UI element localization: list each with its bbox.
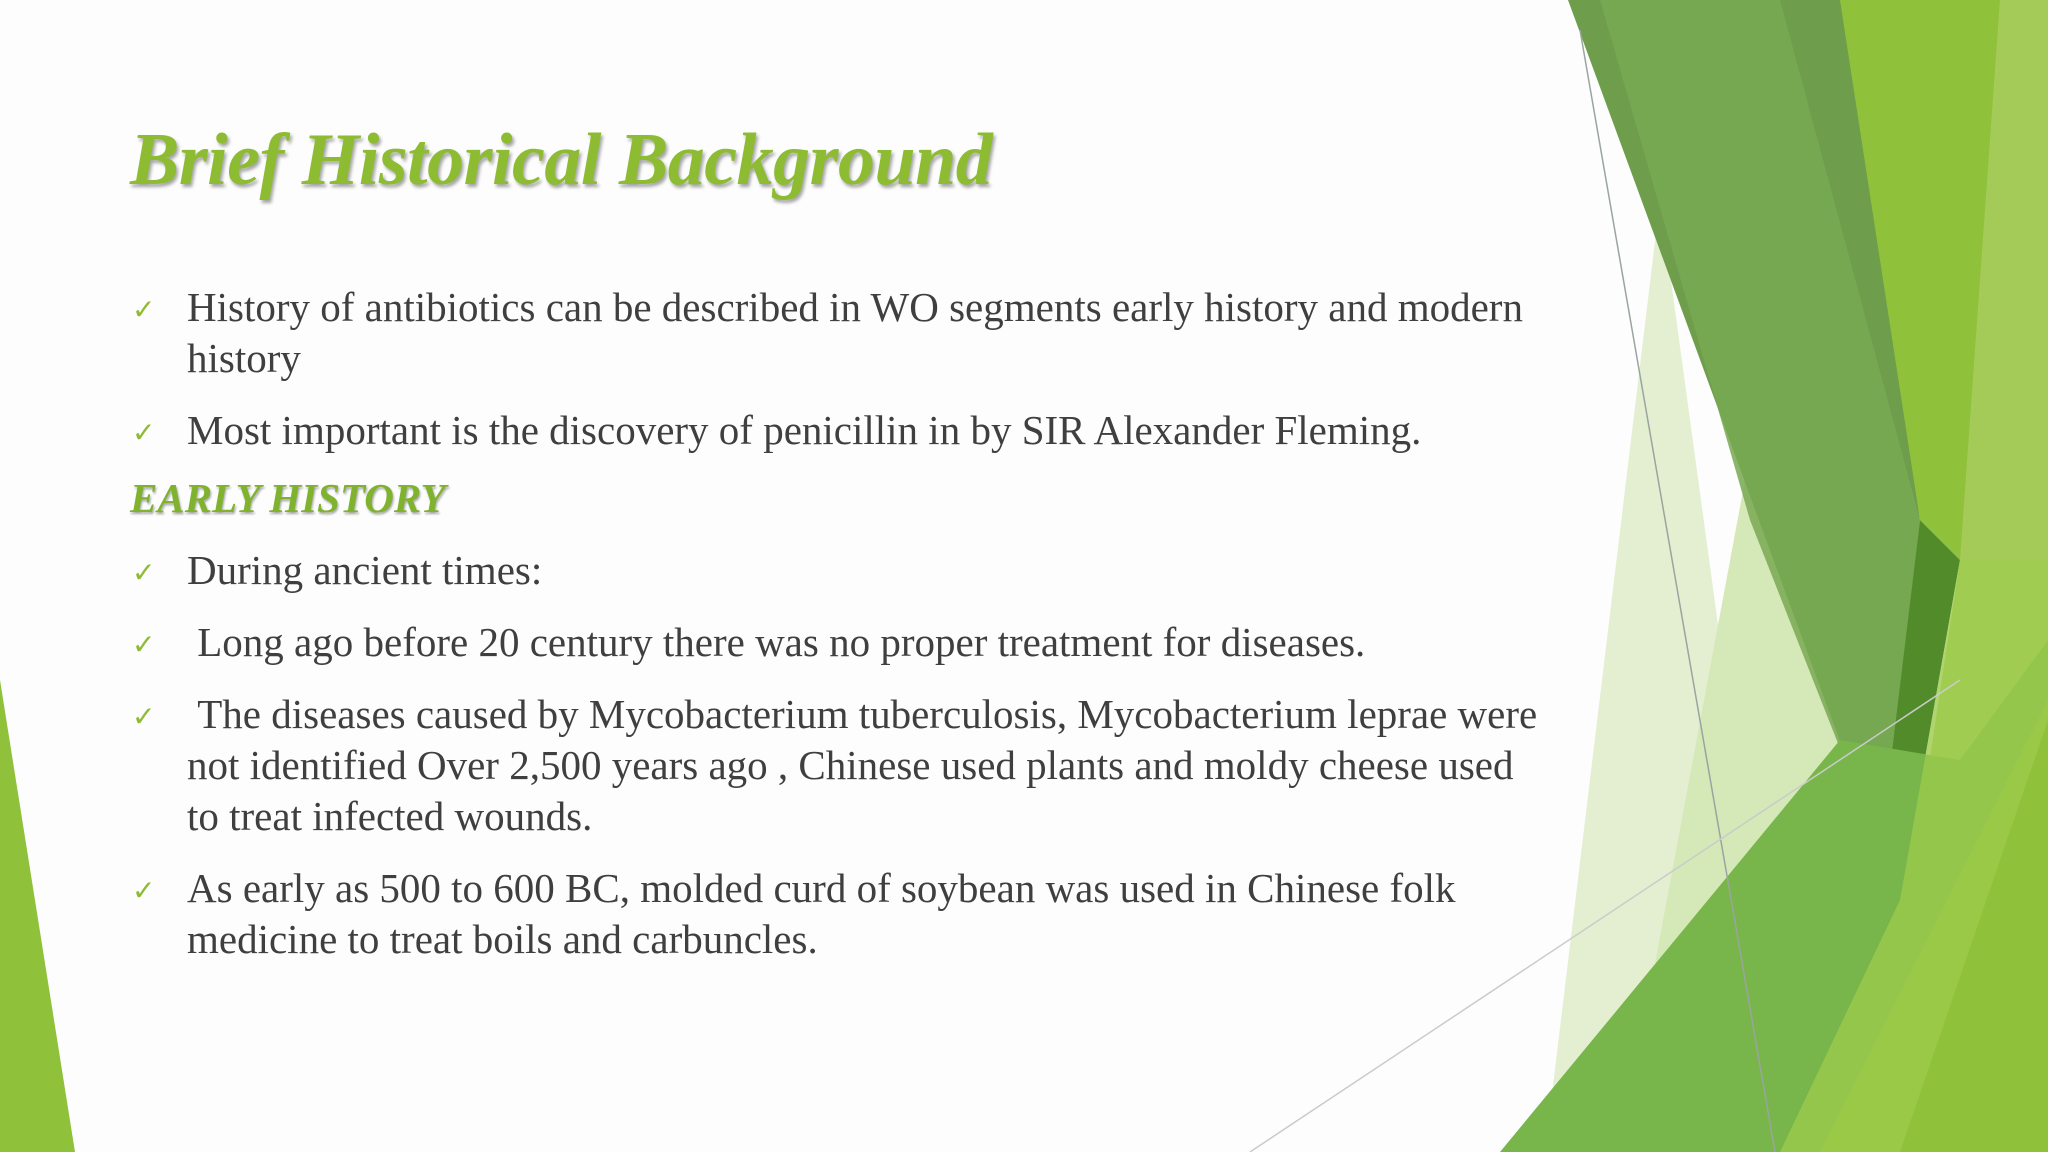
checkmark-icon: ✓ [132, 628, 156, 661]
bullet-item [130, 405, 1550, 456]
section-heading: EARLY HISTORY [130, 475, 446, 521]
bullet-text: The diseases caused by Mycobacterium tuberculosis, Mycobacterium leprae were not identified Over 2,500 years ago , Chinese used plants and moldy cheese used to treat infected wounds. [187, 691, 1548, 839]
checkmark-icon: ✓ [132, 874, 156, 907]
bullet-text: Long ago before 20 century there was no proper treatment for diseases. [187, 619, 1366, 665]
bullet-text: Most important is the discovery of penicillin in by SIR Alexander Fleming. [187, 407, 1422, 453]
left-green-sliver [0, 680, 75, 1152]
checkmark-icon: ✓ [132, 416, 156, 449]
checkmark-icon: ✓ [132, 293, 156, 326]
bullet-item [130, 863, 1550, 965]
bullet-item [130, 545, 1550, 596]
bullet-item [130, 617, 1550, 668]
bullet-item [130, 689, 1550, 842]
slide-title: Brief Historical Background [130, 119, 993, 201]
checkmark-icon: ✓ [132, 700, 156, 733]
checkmark-icon: ✓ [132, 556, 156, 589]
slide-content [130, 282, 1550, 986]
bullet-item [130, 282, 1550, 384]
bullet-text: History of antibiotics can be described in WO segments early history and modern history [187, 284, 1523, 381]
bullet-text: During ancient times: [187, 547, 543, 593]
bullet-text: As early as 500 to 600 BC, molded curd of soybean was used in Chinese folk medicine to treat boils and carbuncles. [187, 865, 1456, 962]
